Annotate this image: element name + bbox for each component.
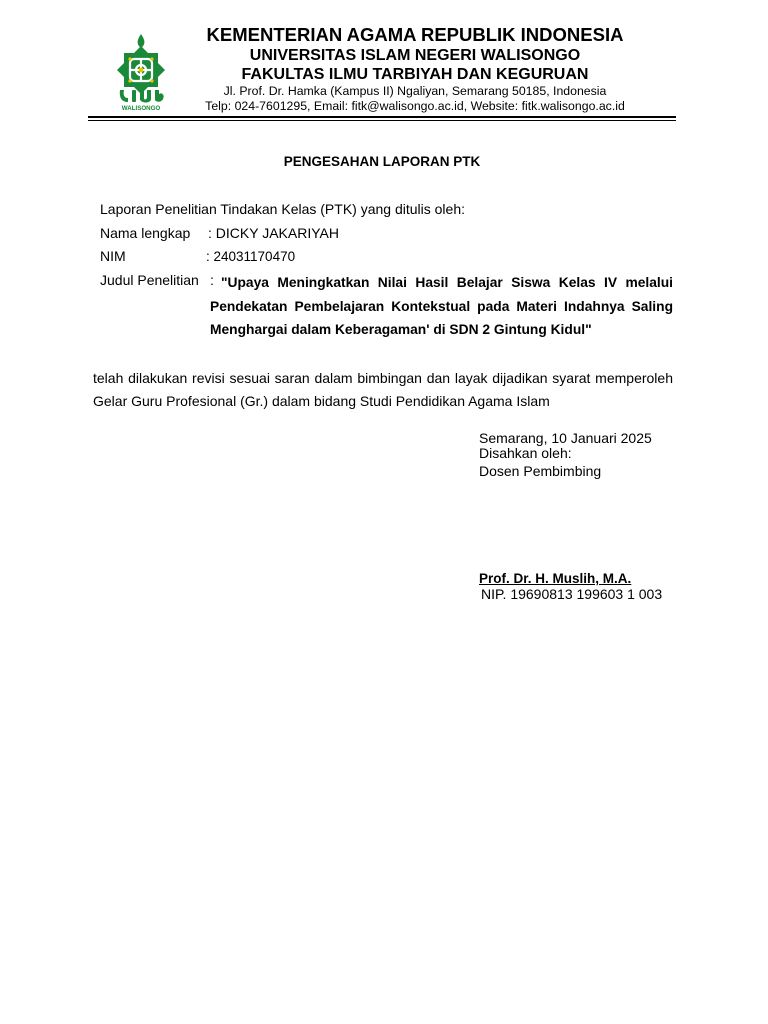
judul-label: Judul Penelitian	[100, 272, 199, 288]
letterhead-divider-thin	[88, 120, 676, 121]
judul-colon: :	[210, 272, 214, 288]
letterhead-address: Jl. Prof. Dr. Hamka (Kampus II) Ngaliyan, Semarang 50185, Indonesia	[223, 84, 607, 98]
letterhead	[180, 24, 650, 114]
intro-text: Laporan Penelitian Tindakan Kelas (PTK) yang ditulis oleh:	[100, 201, 465, 217]
nim-value: : 24031170470	[206, 249, 296, 264]
signatory-role: Dosen Pembimbing	[479, 463, 602, 479]
university-name: UNIVERSITAS ISLAM NEGERI WALISONGO	[249, 47, 581, 64]
approved-by-label: Disahkan oleh:	[479, 445, 572, 461]
signatory-name: Prof. Dr. H. Muslih, M.A.	[479, 571, 632, 586]
logo-caption: WALISONGO	[121, 105, 161, 112]
faculty-name: FAKULTAS ILMU TARBIYAH DAN KEGURUAN	[241, 66, 589, 83]
letterhead-contact: Telp: 024-7601295, Email: fitk@walisongo.ac.id, Website: fitk.walisongo.ac.id	[205, 99, 625, 113]
name-label: Nama lengkap	[100, 225, 191, 241]
place-date: Semarang, 10 Januari 2025	[479, 430, 652, 446]
document-title: PENGESAHAN LAPORAN PTK	[283, 154, 481, 169]
letterhead-divider-thick	[88, 116, 676, 118]
judul-value: "Upaya Meningkatkan Nilai Hasil Belajar Siswa Kelas IV melalui Pendekatan Pembelajaran Kontekstual pada Materi Indahnya Saling Menghargai dalam Keberagaman' di SDN 2 Gintung Kidul"	[210, 275, 673, 337]
nim-label: NIM	[100, 248, 126, 264]
ministry-name: KEMENTERIAN AGAMA REPUBLIK INDONESIA	[206, 24, 624, 45]
walisongo-logo-icon	[110, 32, 172, 112]
statement-paragraph: telah dilakukan revisi sesuai saran dalam bimbingan dan layak dijadikan syarat memperoleh Gelar Guru Profesional (Gr.) dalam bidang Studi Pendidikan Agama Islam	[93, 370, 673, 409]
signatory-nip: NIP. 19690813 199603 1 003	[481, 586, 663, 602]
name-value: : DICKY JAKARIYAH	[208, 225, 339, 241]
